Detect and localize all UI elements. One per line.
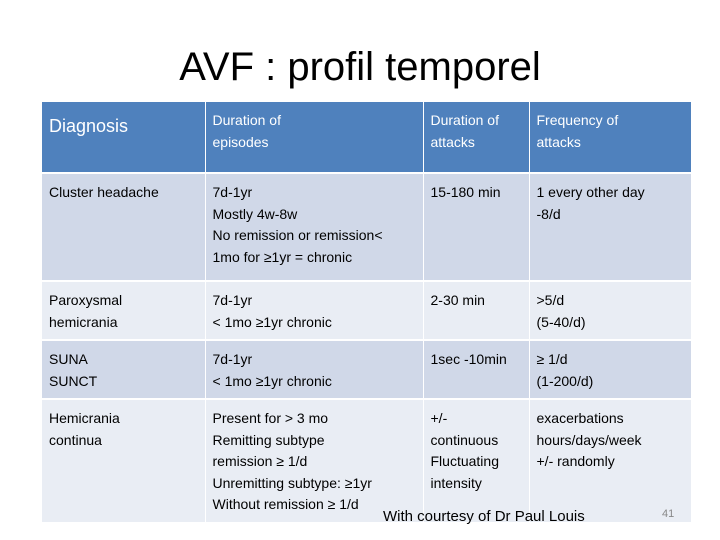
header-line: episodes: [212, 133, 269, 150]
table-row: [42, 399, 691, 523]
slide-title: AVF : profil temporel: [179, 45, 541, 89]
cell-line: 7d-1yr: [212, 184, 253, 200]
header-line: Frequency of: [536, 112, 619, 128]
cell-line: < 1mo ≥1yr chronic: [212, 372, 332, 389]
cell-line: SUNCT: [49, 372, 98, 389]
cell-diagnosis: [42, 173, 205, 281]
cell-line: >5/d: [536, 292, 565, 308]
cell-line: Mostly 4w-8w: [212, 205, 298, 222]
cell-line: hemicrania: [49, 313, 118, 330]
table-row: [42, 173, 691, 281]
cell-line: Hemicrania: [49, 410, 120, 426]
cell-line: 7d-1yr: [212, 351, 253, 367]
cell-frequency: [529, 399, 691, 523]
table-row: [42, 340, 691, 399]
header-line: attacks: [430, 133, 475, 150]
cell-line: ≥ 1/d: [536, 351, 568, 367]
cell-line: 2-30 min: [430, 292, 485, 308]
header-duration-episodes: [205, 102, 423, 173]
table-row: [42, 281, 691, 340]
cell-line: Cluster headache: [49, 184, 159, 200]
header-line: Duration of: [212, 112, 281, 128]
cell-line: intensity: [430, 474, 482, 491]
cell-line: Unremitting subtype: ≥1yr: [212, 474, 372, 491]
cell-line: continuous: [430, 431, 499, 448]
cell-episodes: [205, 281, 423, 340]
cell-diagnosis: [42, 399, 205, 523]
cell-line: Fluctuating: [430, 453, 499, 469]
cell-frequency: [529, 340, 691, 399]
cell-line: Remitting subtype: [212, 431, 325, 448]
cell-line: (5-40/d): [536, 313, 586, 330]
cell-line: 15-180 min: [430, 184, 501, 200]
cell-diagnosis: [42, 340, 205, 399]
cell-line: hours/days/week: [536, 431, 642, 448]
cell-line: No remission or remission<: [212, 227, 383, 243]
cell-episodes: [205, 340, 423, 399]
table-header-row: [42, 102, 691, 173]
cell-line: -8/d: [536, 205, 561, 222]
cell-attacks: [423, 281, 529, 340]
courtesy-note: With courtesy of Dr Paul Louis: [383, 508, 585, 525]
header-diagnosis: [42, 102, 205, 173]
cell-line: Without remission ≥ 1/d: [212, 496, 359, 512]
header-line: attacks: [536, 133, 581, 150]
cell-attacks: [423, 340, 529, 399]
temporal-profile-table: [42, 102, 692, 524]
cell-diagnosis: [42, 281, 205, 340]
cell-episodes: [205, 399, 423, 523]
header-diagnosis-label: Diagnosis: [49, 116, 129, 136]
cell-line: Present for > 3 mo: [212, 410, 329, 426]
cell-line: SUNA: [49, 351, 88, 367]
slide-number: 41: [662, 508, 675, 520]
cell-line: remission ≥ 1/d: [212, 453, 308, 469]
cell-line: +/- randomly: [536, 453, 615, 469]
cell-line: Paroxysmal: [49, 292, 123, 308]
cell-line: +/-: [430, 410, 448, 426]
cell-line: (1-200/d): [536, 372, 594, 389]
cell-line: 7d-1yr: [212, 292, 253, 308]
header-duration-attacks: [423, 102, 529, 173]
cell-line: 1 every other day: [536, 184, 645, 200]
cell-line: < 1mo ≥1yr chronic: [212, 313, 332, 330]
cell-line: exacerbations: [536, 410, 624, 426]
cell-line: continua: [49, 431, 102, 448]
header-line: Duration of: [430, 112, 499, 128]
cell-frequency: [529, 281, 691, 340]
cell-line: 1sec -10min: [430, 351, 507, 367]
cell-attacks: [423, 173, 529, 281]
cell-line: 1mo for ≥1yr = chronic: [212, 248, 353, 265]
cell-episodes: [205, 173, 423, 281]
header-frequency-attacks: [529, 102, 691, 173]
cell-attacks: [423, 399, 529, 523]
cell-frequency: [529, 173, 691, 281]
